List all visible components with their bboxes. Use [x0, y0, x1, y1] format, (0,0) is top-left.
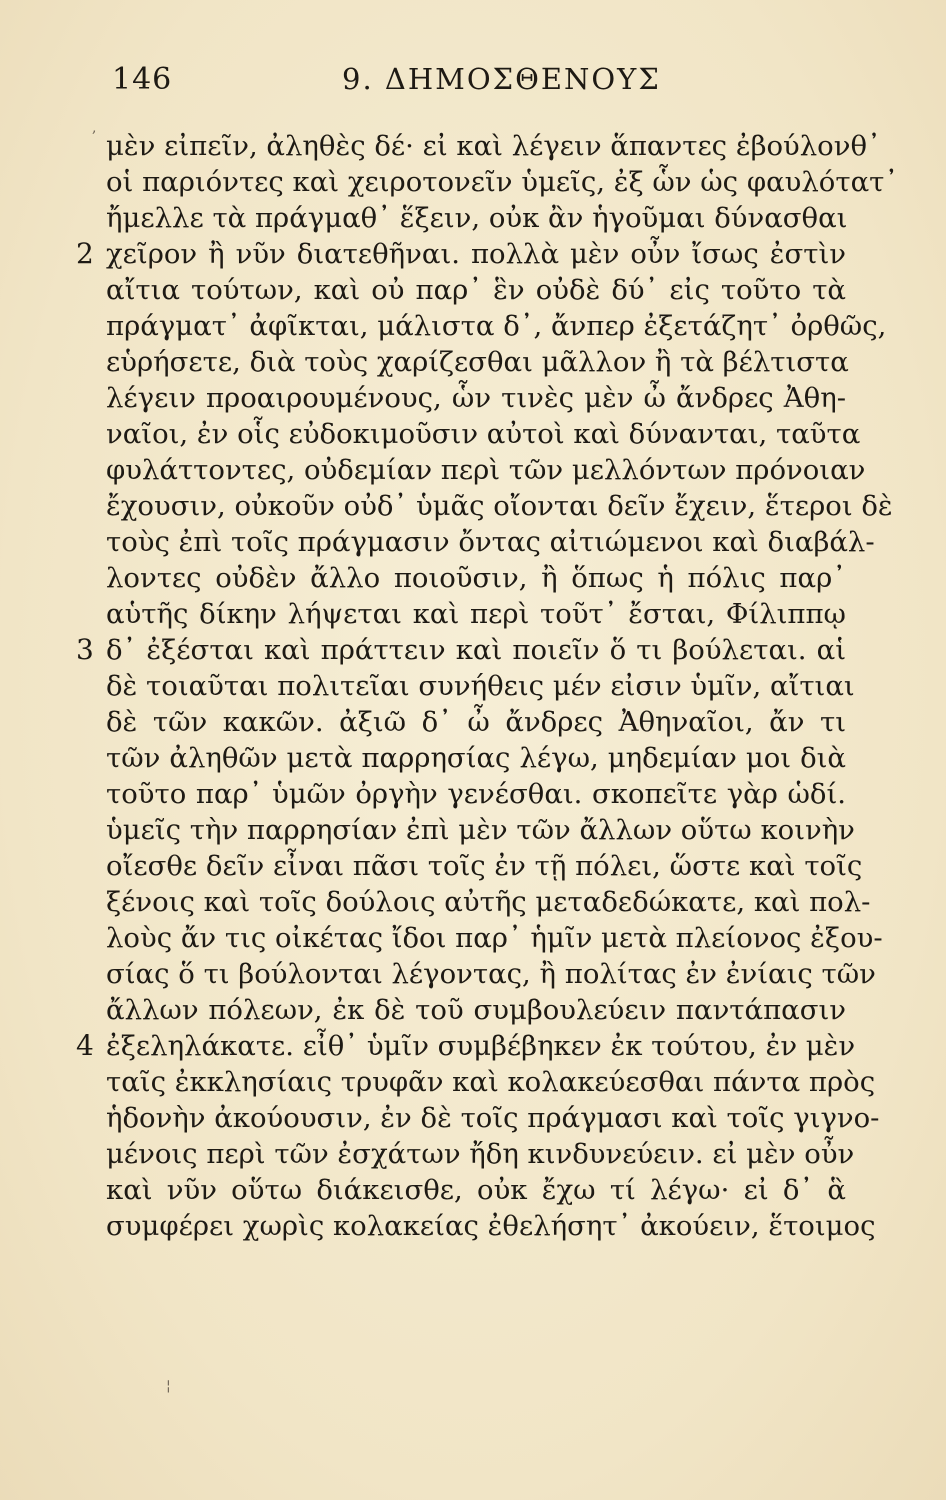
text-line [106, 488, 893, 524]
line-text: χεῖρον ἢ νῦν διατεθῆναι. πολλὰ μὲν οὖν ἴσως ἐστὶν [106, 238, 846, 270]
text-line [106, 956, 876, 992]
line-text: τοὺς ἐπὶ τοῖς πράγμασιν ὄντας αἰτιώμενοι καὶ διαβάλ- [106, 526, 875, 558]
text-line [106, 704, 846, 740]
line-text: αἴτια τούτων, καὶ οὐ παρ᾽ ἓν οὐδὲ δύ᾽ εἰς τοῦτο τὰ [106, 274, 846, 306]
line-text: αὑτῆς δίκην λήψεται καὶ περὶ τοῦτ᾽ ἔσται, Φίλιππῳ [106, 598, 846, 630]
line-text: καὶ νῦν οὕτω διάκεισθε, οὐκ ἔχω τί λέγω· εἰ δ᾽ ἃ [106, 1174, 846, 1206]
text-line [106, 128, 881, 164]
line-text: σίας ὅ τι βούλονται λέγοντας, ἢ πολίτας ἐν ἐνίαις τῶν [106, 958, 876, 990]
line-text: ἔχουσιν, οὐκοῦν οὐδ᾽ ὑμᾶς οἴονται δεῖν ἔχειν, ἕτεροι δὲ [106, 490, 893, 522]
text-line [76, 1028, 856, 1064]
line-text: ναῖοι, ἐν οἷς εὐδοκιμοῦσιν αὐτοὶ καὶ δύνανται, ταῦτα [106, 418, 861, 450]
line-text: πράγματ᾽ ἀφῖκται, μάλιστα δ᾽, ἄνπερ ἐξετάζητ᾽ ὀρθῶς, [106, 310, 887, 342]
line-text: τῶν ἀληθῶν μετὰ παρρησίας λέγω, μηδεμίαν μοι διὰ [106, 742, 846, 774]
line-text: δ᾽ ἐξέσται καὶ πράττειν καὶ ποιεῖν ὅ τι βούλεται. αἱ [106, 634, 846, 666]
line-text: οἴεσθε δεῖν εἶναι πᾶσι τοῖς ἐν τῇ πόλει, ὥστε καὶ τοῖς [106, 850, 863, 882]
line-text: ξένοις καὶ τοῖς δούλοις αὐτῆς μεταδεδώκατε, καὶ πολ- [106, 886, 871, 918]
page-title: 9. ΔΗΜΟΣΘΕΝΟΥΣ [342, 62, 661, 96]
text-block [76, 128, 899, 1244]
text-line [106, 380, 846, 416]
text-line [106, 1208, 876, 1244]
line-text: ἤμελλε τὰ πράγμαθ᾽ ἕξειν, οὐκ ἂν ἡγοῦμαι δύνασθαι [106, 202, 848, 234]
text-line [106, 308, 887, 344]
text-line [76, 236, 846, 272]
line-text: λοντες οὐδὲν ἄλλο ποιοῦσιν, ἢ ὅπως ἡ πόλις παρ᾽ [106, 562, 846, 594]
line-text: δὲ τοιαῦται πολιτεῖαι συνήθεις μέν εἰσιν ὑμῖν, αἴτιαι [106, 670, 855, 702]
section-number: 3 [76, 633, 94, 666]
line-text: μὲν εἰπεῖν, ἀληθὲς δέ· εἰ καὶ λέγειν ἅπαντες ἐβούλονθ᾽ [106, 130, 881, 162]
page-number: 146 [112, 62, 173, 97]
line-text: μένοις περὶ τῶν ἐσχάτων ἤδη κινδυνεύειν. εἰ μὲν οὖν [106, 1138, 855, 1170]
text-line [106, 1064, 876, 1100]
ink-speck: ¦ [166, 1378, 171, 1394]
line-text: ὑμεῖς τὴν παρρησίαν ἐπὶ μὲν τῶν ἄλλων οὕτω κοινὴν [106, 814, 855, 846]
text-line [106, 164, 899, 200]
line-text: φυλάττοντες, οὐδεμίαν περὶ τῶν μελλόντων πρόνοιαν [106, 454, 866, 486]
text-line [106, 272, 846, 308]
text-line [106, 740, 846, 776]
text-line [106, 776, 846, 812]
text-line [106, 524, 875, 560]
text-line [106, 560, 846, 596]
text-line [106, 848, 863, 884]
text-line [106, 992, 846, 1028]
text-line [106, 596, 846, 632]
text-line [106, 416, 861, 452]
text-line [106, 668, 855, 704]
text-line [76, 632, 846, 668]
line-text: τοῦτο παρ᾽ ὑμῶν ὀργὴν γενέσθαι. σκοπεῖτε γὰρ ὡδί. [106, 778, 846, 810]
ink-speck: , [92, 120, 97, 136]
line-text: οἱ παριόντες καὶ χειροτονεῖν ὑμεῖς, ἐξ ὧν ὡς φαυλότατ᾽ [106, 166, 899, 198]
section-number: 2 [76, 237, 94, 270]
text-line [106, 884, 871, 920]
line-text: λοὺς ἄν τις οἰκέτας ἴδοι παρ᾽ ἡμῖν μετὰ πλείονος ἐξου- [106, 922, 883, 954]
text-line [106, 200, 846, 236]
line-text: ἄλλων πόλεων, ἐκ δὲ τοῦ συμβουλεύειν παντάπασιν [106, 994, 846, 1026]
text-line [106, 1100, 880, 1136]
text-line [106, 920, 883, 956]
text-line [106, 344, 849, 380]
line-text: δὲ τῶν κακῶν. ἀξιῶ δ᾽ ὦ ἄνδρες Ἀθηναῖοι, ἄν τι [106, 706, 846, 738]
section-number: 4 [76, 1029, 94, 1062]
running-head [0, 62, 946, 102]
line-text: ἡδονὴν ἀκούουσιν, ἐν δὲ τοῖς πράγμασι καὶ τοῖς γιγνο- [106, 1102, 880, 1134]
line-text: εὑρήσετε, διὰ τοὺς χαρίζεσθαι μᾶλλον ἢ τὰ βέλτιστα [106, 346, 849, 378]
text-line [106, 1136, 855, 1172]
line-text: ἐξεληλάκατε. εἶθ᾽ ὑμῖν συμβέβηκεν ἐκ τούτου, ἐν μὲν [106, 1030, 856, 1062]
line-text: συμφέρει χωρὶς κολακείας ἐθελήσητ᾽ ἀκούειν, ἕτοιμος [106, 1210, 876, 1242]
text-line [106, 812, 855, 848]
line-text: λέγειν προαιρουμένους, ὧν τινὲς μὲν ὦ ἄνδρες Ἀθη- [106, 382, 846, 414]
line-text: ταῖς ἐκκλησίαις τρυφᾶν καὶ κολακεύεσθαι πάντα πρὸς [106, 1066, 876, 1098]
text-line [106, 1172, 846, 1208]
text-line [106, 452, 866, 488]
